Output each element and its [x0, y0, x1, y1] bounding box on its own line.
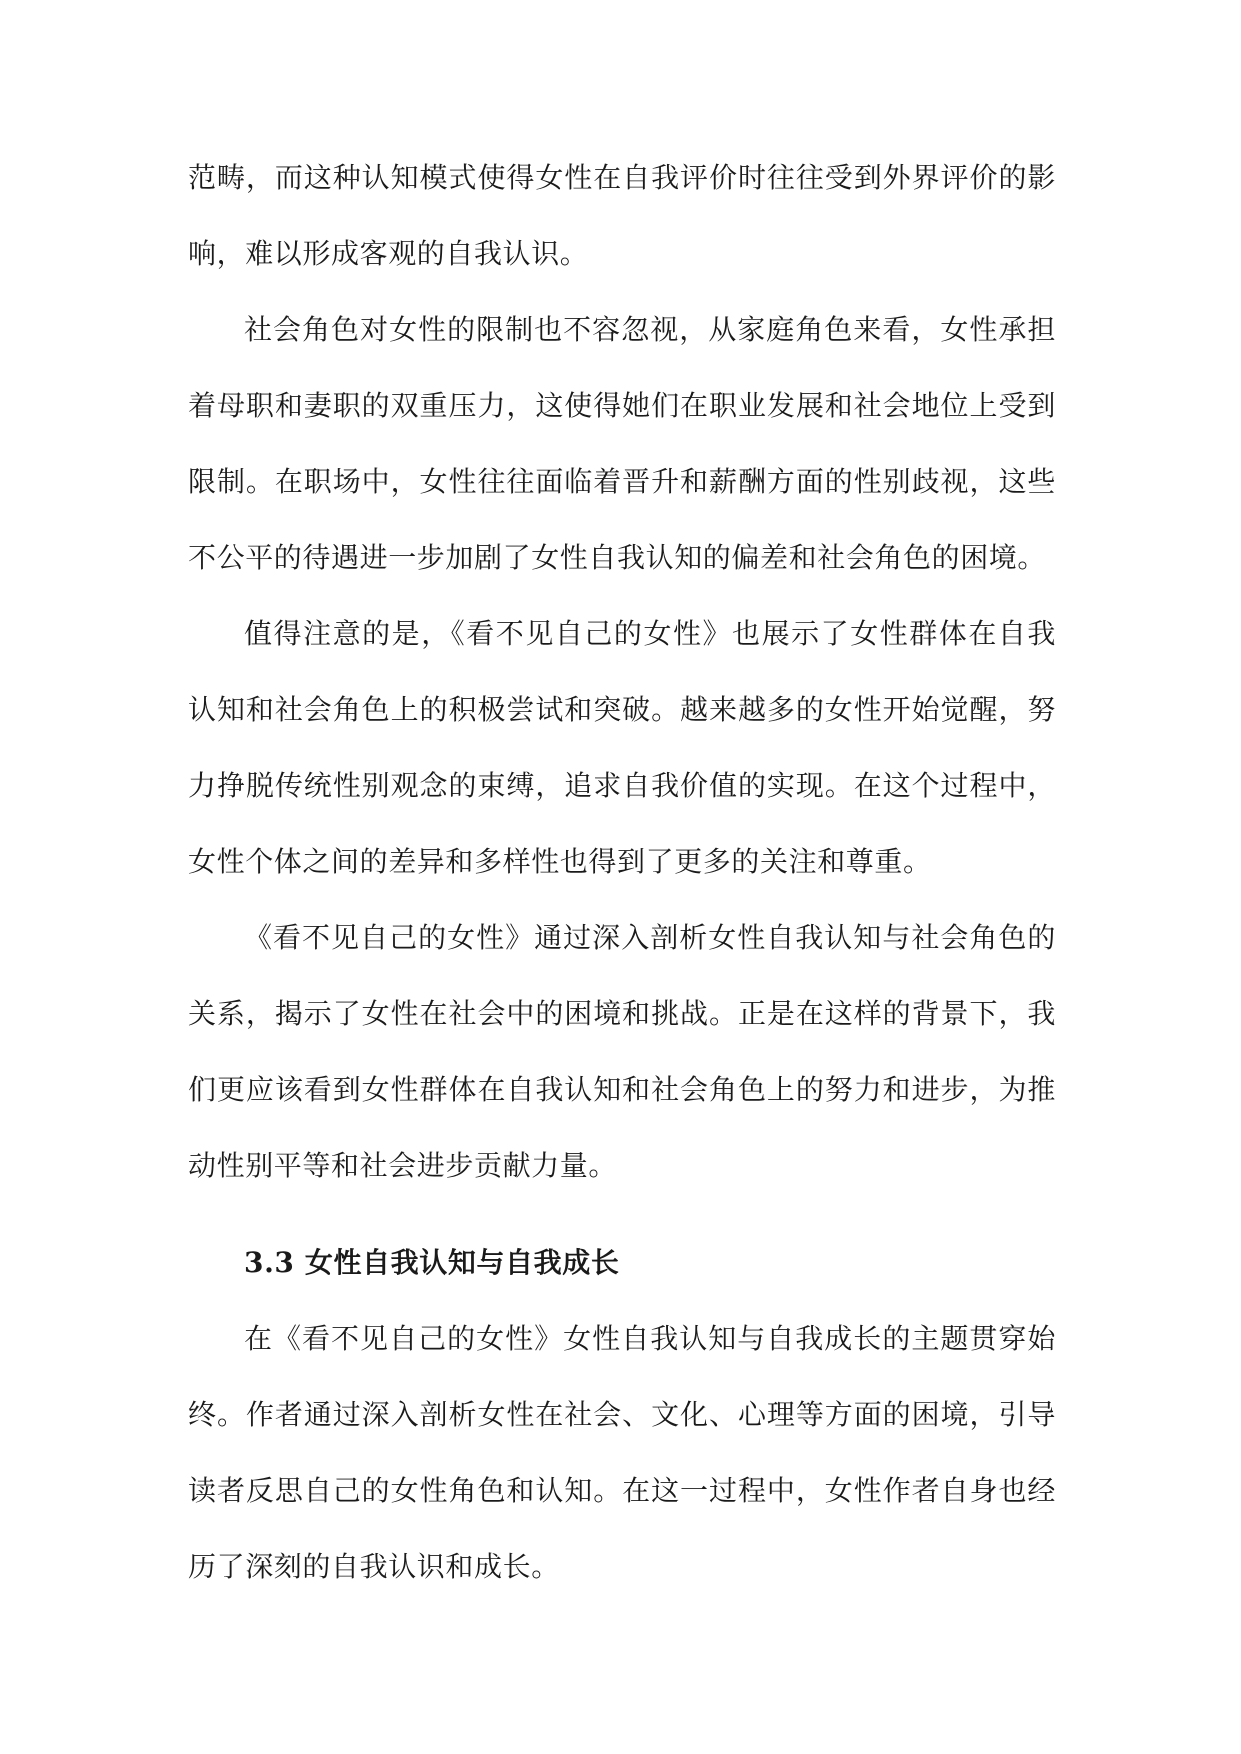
paragraph-breakthrough: 值得注意的是，《看不见自己的女性》也展示了女性群体在自我认知和社会角色上的积极尝试和突破。越来越多的女性开始觉醒，努力挣脱传统性别观念的束缚，追求自我价值的实现。在这个过程中，女性个体之间的差异和多样性也得到了更多的关注和尊重。	[188, 617, 1056, 878]
document-body	[188, 140, 1056, 1605]
paragraph-self-growth: 在《看不见自己的女性》女性自我认知与自我成长的主题贯穿始终。作者通过深入剖析女性在社会、文化、心理等方面的困境，引导读者反思自己的女性角色和认知。在这一过程中，女性作者自身也经历了深刻的自我认识和成长。	[188, 1322, 1056, 1583]
paragraph-social-roles: 社会角色对女性的限制也不容忽视，从家庭角色来看，女性承担着母职和妻职的双重压力，这使得她们在职业发展和社会地位上受到限制。在职场中，女性往往面临着晋升和薪酬方面的性别歧视，这些不公平的待遇进一步加剧了女性自我认知的偏差和社会角色的困境。	[188, 313, 1056, 574]
section-heading: 3.3 女性自我认知与自我成长	[244, 1246, 620, 1279]
paragraph-continuation: 范畴，而这种认知模式使得女性在自我评价时往往受到外界评价的影响，难以形成客观的自我认识。	[188, 161, 1056, 270]
paragraph-summary: 《看不见自己的女性》通过深入剖析女性自我认知与社会角色的关系，揭示了女性在社会中的困境和挑战。正是在这样的背景下，我们更应该看到女性群体在自我认知和社会角色上的努力和进步，为推动性别平等和社会进步贡献力量。	[188, 921, 1056, 1182]
